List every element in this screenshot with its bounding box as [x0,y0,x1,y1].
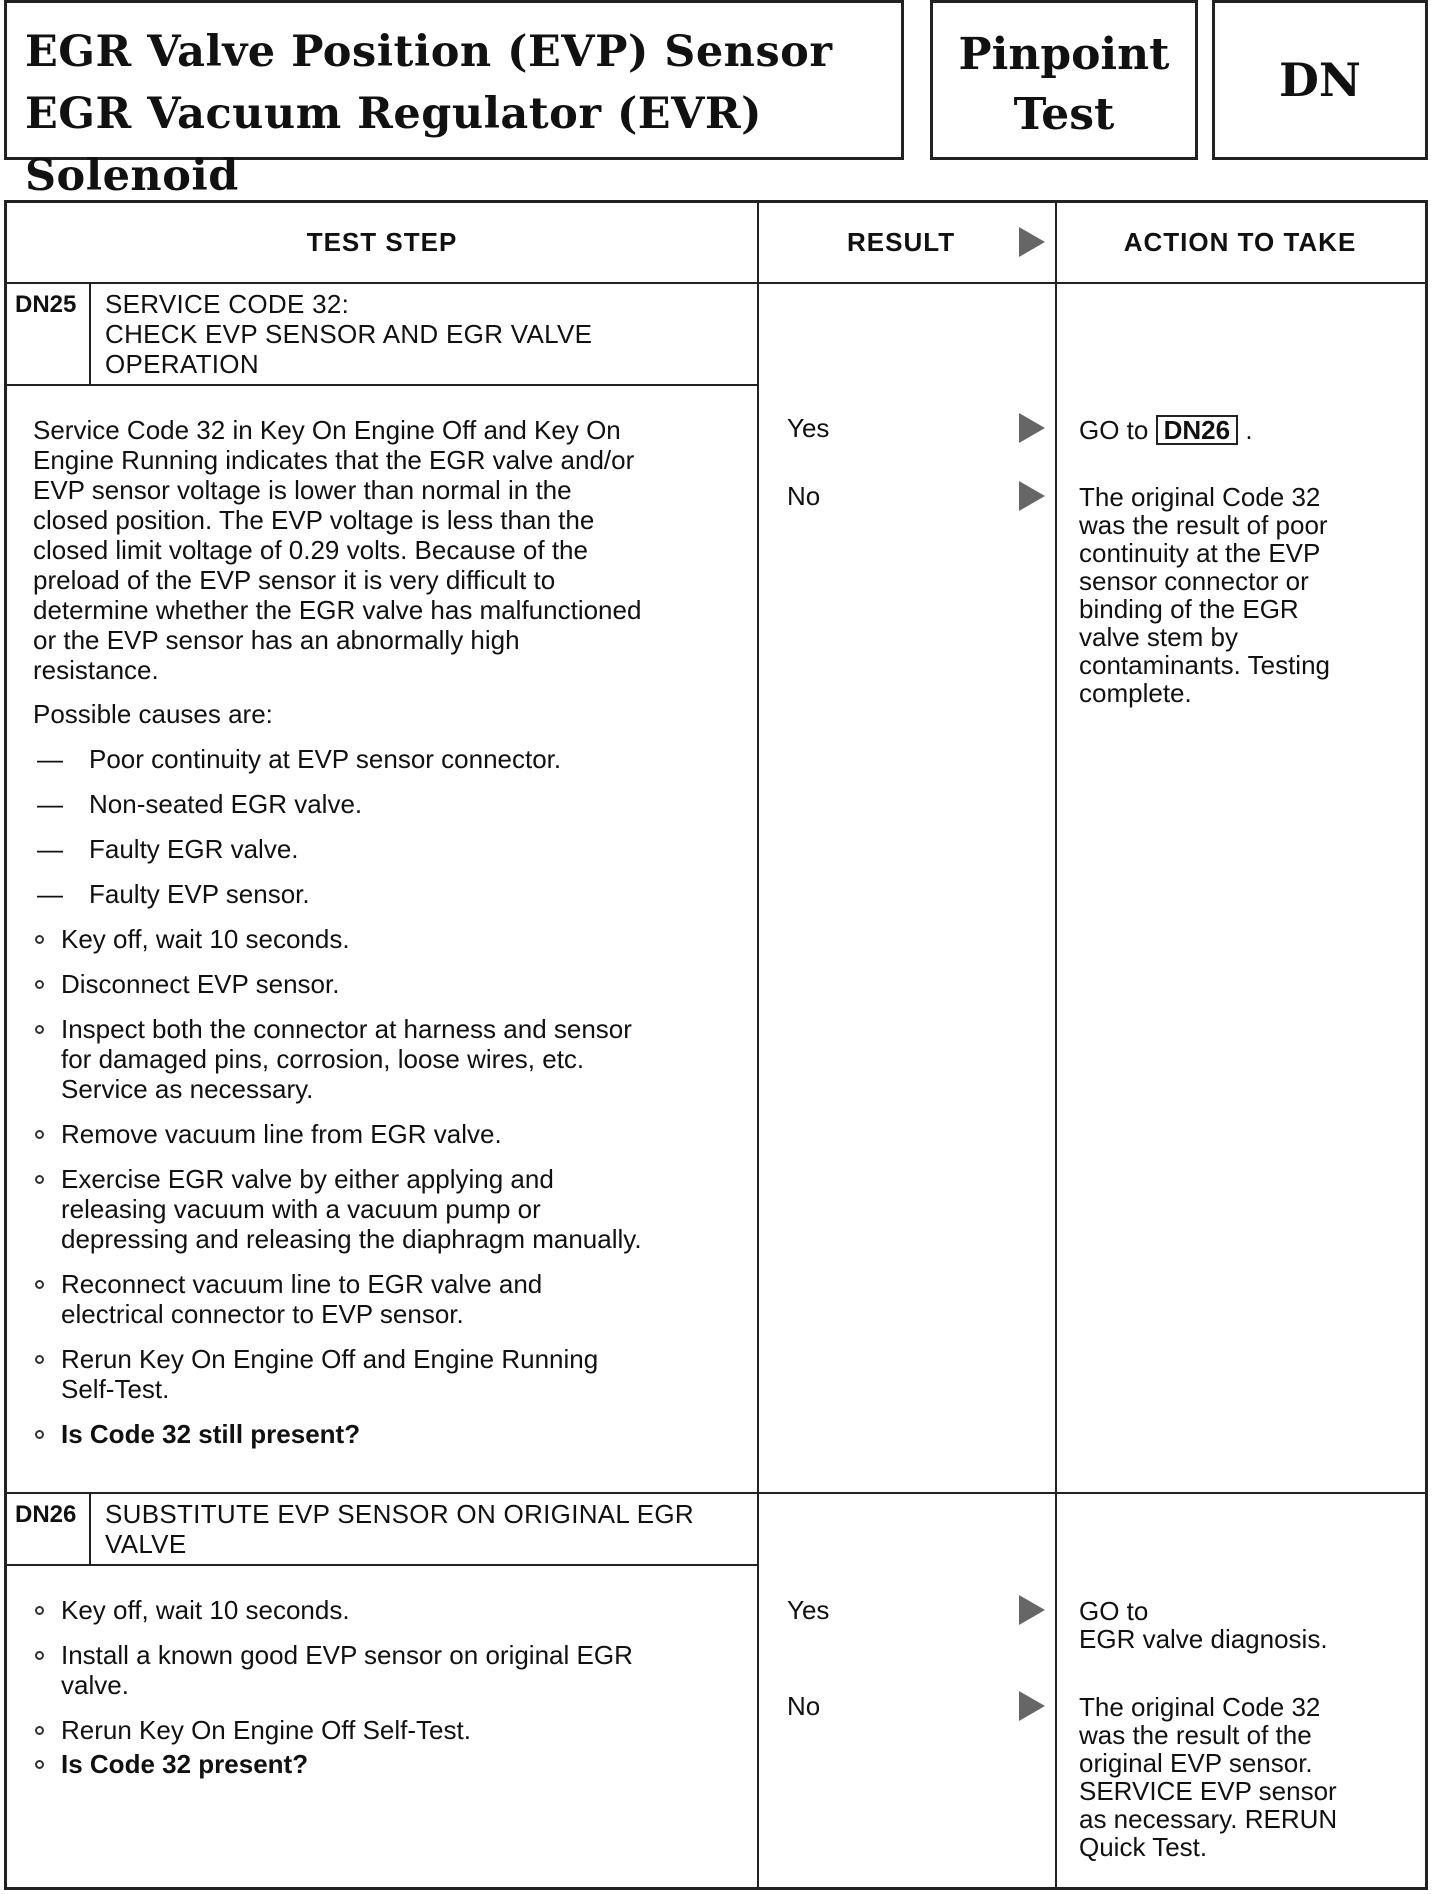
action-line: complete. [1079,678,1192,708]
step-title-dn25 [105,289,592,379]
dash-mark: — [37,744,63,774]
bullet-icon [35,1355,44,1364]
dn25-title-line-1: SERVICE CODE 32: [105,289,350,319]
column-divider-1 [757,203,759,1887]
goto-label: GO to [1079,415,1149,445]
header-row-divider [7,282,1425,284]
dn25-result-no: No [787,481,821,511]
pinpoint-label: Pinpoint [958,29,1170,80]
dn25-title-line-2: CHECK EVP SENSOR AND EGR VALVE [105,319,593,349]
result-arrow-icon [1019,227,1045,257]
dn26-yes-action [1079,1597,1379,1653]
action-line: contaminants. Testing [1079,650,1330,680]
pinpoint-test-box [930,0,1198,160]
dn26-yes-arrow-icon [1019,1595,1045,1625]
action-line: The original Code 32 [1079,1692,1321,1722]
bullet-icon [35,1130,44,1139]
cause-text: Poor continuity at EVP sensor connector. [89,744,562,774]
dn26-procedure [33,1595,753,1794]
dn25-yes-arrow-icon [1019,413,1045,443]
dn25-desc-line: closed position. The EVP voltage is less than the [33,505,595,535]
question-text: Is Code 32 still present? [61,1419,361,1449]
bullet-icon [35,1726,44,1735]
step-text: for damaged pins, corrosion, loose wires, etc. [61,1044,585,1074]
title-line-1: EGR Valve Position (EVP) Sensor [25,27,833,77]
cause-item [33,834,753,864]
step-text: releasing vacuum with a vacuum pump or [61,1194,541,1224]
dn25-title-line-3: OPERATION [105,349,259,379]
action-line: EGR valve diagnosis. [1079,1624,1328,1654]
action-line: original EVP sensor. [1079,1748,1313,1778]
action-line: was the result of poor [1079,510,1328,540]
dn25-title-divider [7,384,757,386]
step-text: Inspect both the connector at harness and sensor [61,1014,632,1044]
dn25-id-divider [89,284,91,384]
test-label: Test [1013,89,1115,140]
step-item [33,1344,753,1404]
step-text: electrical connector to EVP sensor. [61,1299,464,1329]
column-divider-2 [1055,203,1057,1887]
step-text: Remove vacuum line from EGR valve. [61,1119,502,1149]
step-item [33,1640,753,1700]
step-item [33,1164,753,1254]
bullet-icon [35,1025,44,1034]
title-box [4,0,904,201]
action-line: Quick Test. [1079,1832,1208,1862]
dn25-no-action [1079,483,1379,707]
step-text: Install a known good EVP sensor on original EGR [61,1640,633,1670]
column-header-result: RESULT [847,227,956,257]
dn26-id-divider [89,1494,91,1564]
step-text: Exercise EGR valve by either applying and [61,1164,554,1194]
bullet-icon [35,1175,44,1184]
step-text: Key off, wait 10 seconds. [61,924,350,954]
action-line: binding of the EGR [1079,594,1299,624]
step-question [33,1419,753,1449]
step-text: Key off, wait 10 seconds. [61,1595,350,1625]
dn25-desc-line: closed limit voltage of 0.29 volts. Because of the [33,535,588,565]
dn25-desc-line: or the EVP sensor has an abnormally high [33,625,520,655]
step-id-dn25: DN25 [15,291,77,318]
bullet-icon [35,980,44,989]
cause-item [33,879,753,909]
dn25-desc-line: resistance. [33,655,159,685]
action-line: was the result of the [1079,1720,1312,1750]
goto-suffix: . [1245,415,1253,445]
step-item [33,924,753,954]
test-code-box [1212,0,1428,160]
action-line: valve stem by [1079,622,1238,652]
action-line: continuity at the EVP [1079,538,1321,568]
title-line-2: EGR Vacuum Regulator (EVR) Solenoid [25,89,763,201]
goto-dn26-link[interactable]: DN26 [1156,415,1238,445]
column-header-action: ACTION TO TAKE [1123,227,1357,257]
cause-text: Faulty EVP sensor. [89,879,310,909]
dash-mark: — [37,789,63,819]
dn25-desc-line: EVP sensor voltage is lower than normal in the [33,475,572,505]
bullet-icon [35,1430,44,1439]
dn26-title-divider [7,1564,757,1566]
dn25-desc-line: Service Code 32 in Key On Engine Off and Key On [33,415,621,445]
bullet-icon [35,1606,44,1615]
step-id-dn26: DN26 [15,1501,77,1528]
dn25-yes-action [1079,415,1379,445]
action-line: The original Code 32 [1079,482,1321,512]
cause-item [33,789,753,819]
step-text: depressing and releasing the diaphragm manually. [61,1224,642,1254]
step-item [33,1715,753,1745]
step-text: valve. [61,1670,129,1700]
action-line: SERVICE EVP sensor [1079,1776,1337,1806]
dn26-result-no: No [787,1691,821,1721]
question-text: Is Code 32 present? [61,1749,309,1779]
dn26-title-line-1: SUBSTITUTE EVP SENSOR ON ORIGINAL EGR [105,1499,694,1529]
bullet-icon [35,1280,44,1289]
action-line: sensor connector or [1079,566,1309,596]
bullet-icon [35,1651,44,1660]
step-text: Disconnect EVP sensor. [61,969,340,999]
dn26-title-line-2: VALVE [105,1529,187,1559]
step-item [33,969,753,999]
bullet-icon [35,1760,44,1769]
dn25-no-arrow-icon [1019,481,1045,511]
step-text: Self-Test. [61,1374,170,1404]
dn25-result-yes: Yes [787,413,830,443]
step-text: Rerun Key On Engine Off Self-Test. [61,1715,471,1745]
dn26-result-yes: Yes [787,1595,830,1625]
dn25-desc-line: Engine Running indicates that the EGR valve and/or [33,445,635,475]
step-title-dn26 [105,1499,694,1559]
action-line: as necessary. RERUN [1079,1804,1338,1834]
cause-item [33,744,753,774]
step-item [33,1014,753,1104]
cause-text: Non-seated EGR valve. [89,789,363,819]
step-text: Reconnect vacuum line to EGR valve and [61,1269,543,1299]
step-question [33,1749,753,1779]
dn25-desc-line: preload of the EVP sensor it is very difficult to [33,565,556,595]
dn25-desc-line: determine whether the EGR valve has malfunctioned [33,595,642,625]
column-header-test-step: TEST STEP [306,227,458,257]
dash-mark: — [37,834,63,864]
step-text: Rerun Key On Engine Off and Engine Running [61,1344,599,1374]
step-item [33,1595,753,1625]
dn26-no-arrow-icon [1019,1691,1045,1721]
dn26-no-action [1079,1693,1379,1861]
dn26-section-divider [7,1492,1425,1494]
dash-mark: — [37,879,63,909]
test-code: DN [1279,53,1361,107]
pinpoint-table [4,200,1428,1890]
step-text: Service as necessary. [61,1074,314,1104]
bullet-icon [35,935,44,944]
step-item [33,1269,753,1329]
dn25-procedure [33,415,753,1464]
step-item [33,1119,753,1149]
cause-text: Faulty EGR valve. [89,834,299,864]
dn25-description [33,415,753,685]
action-line: GO to [1079,1596,1149,1626]
possible-causes-label: Possible causes are: [33,699,273,729]
